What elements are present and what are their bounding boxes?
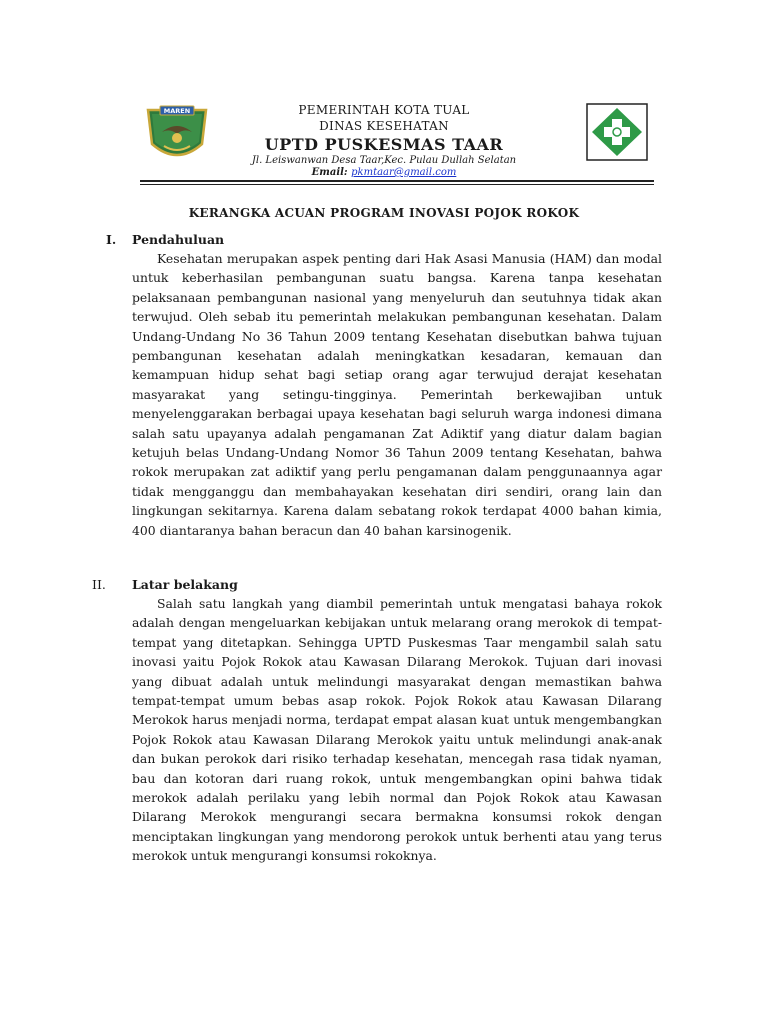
section-number: I. [106,232,117,247]
email-link[interactable]: pkmtaar@gmail.com [351,167,457,178]
letterhead-divider-thin [140,184,654,185]
emblem-banner-text: MAREN [163,107,191,116]
department-name: DINAS KESEHATAN [319,119,449,133]
section-body: Salah satu langkah yang diambil pemerintah untuk mengatasi bahaya rokok adalah dengan mengeluarkan kebijakan untuk melarang orang merokok di tempat-tempat yang ditetapkan. Sehingga UPTD Puskesmas Taar mengambil salah satu inovasi yaitu Pojok Rokok atau Kawasan Dilarang Merokok. Tujuan dari inovasi yang dibuat adalah untuk melindungi masyarakat dengan memastikan bahwa tempat-tempat umum bebas asap rokok. Pojok Rokok atau Kawasan Dilarang Merokok harus menjadi norma, terdapat empat alasan kuat untuk mengembangkan Pojok Rokok atau Kawasan Dilarang Merokok yaitu untuk melindungi anak-anak dan bukan perokok dari risiko terhadap kesehatan, mencegah rasa tidak nyaman, bau dan kotoran dari ruang rokok, untuk mengembangkan opini bahwa tidak merokok adalah perilaku yang lebih normal dan Pojok Rokok atau Kawasan Dilarang Merokok mengurangi secara bermakna konsumsi rokok dengan menciptakan lingkungan yang mendorong perokok untuk berhenti atau yang terus merokok untuk mengurangi konsumsi rokoknya. [132,596,662,864]
institution-address: Jl. Leiswanwan Desa Taar,Kec. Pulau Dullah Selatan [251,155,517,166]
document-title: KERANGKA ACUAN PROGRAM INOVASI POJOK ROKOK [188,206,580,220]
section-number: II. [92,577,106,592]
email-label: Email: [311,167,348,178]
letterhead-divider-thick [140,180,654,182]
institution-name: UPTD PUSKESMAS TAAR [264,135,504,154]
section-heading: Latar belakang [132,577,238,592]
email-line [0,167,768,178]
section-heading: Pendahuluan [132,232,225,247]
section-body: Kesehatan merupakan aspek penting dari Hak Asasi Manusia (HAM) dan modal untuk keberhasilan pembangunan suatu bangsa. Karena tanpa kesehatan pelaksanaan pembangunan nasional yang menyeluruh dan seutuhnya tidak akan terwujud. Oleh sebab itu pemerintah melakukan pembangunan kesehatan. Dalam Undang-Undang No 36 Tahun 2009 tentang Kesehatan disebutkan bahwa tujuan pembangunan kesehatan adalah meningkatkan kesadaran, kemauan dan kemampuan hidup sehat bagi setiap orang agar terwujud derajat kesehatan masyarakat yang setingu-tingginya. Pemerintah berkewajiban untuk menyelenggarakan berbagai upaya kesehatan bagi seluruh warga indonesi dimana salah satu upayanya adalah pengamanan Zat Adiktif yang diatur dalam bagian ketujuh belas Undang-Undang Nomor 36 Tahun 2009 tentang Kesehatan, bahwa rokok merupakan zat adiktif yang perlu pengamanan dalam penggunaannya agar tidak mengganggu dan membahayakan kesehatan diri sendiri, orang lain dan lingkungan sekitarnya. Karena dalam sebatang rokok terdapat 4000 bahan kimia, 400 diantaranya bahan beracun dan 40 bahan karsinogenik. [132,251,662,538]
government-name: PEMERINTAH KOTA TUAL [298,103,470,117]
